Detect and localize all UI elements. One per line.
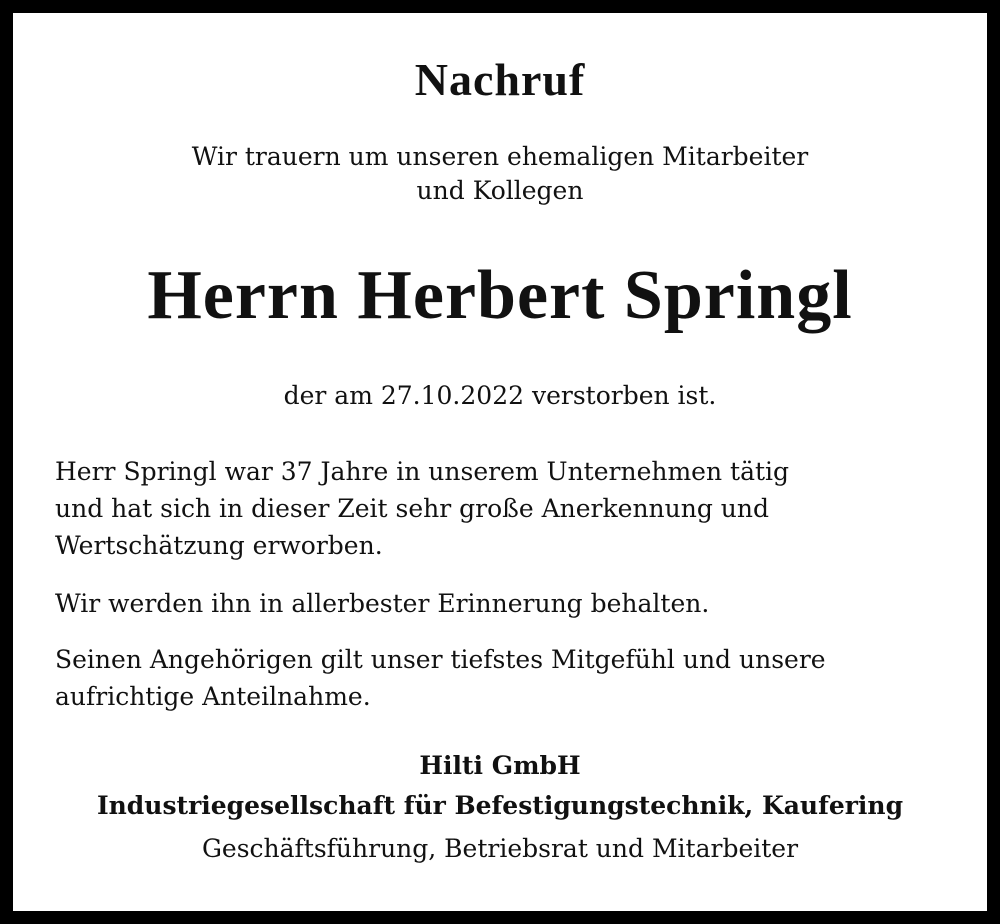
intro-line-1: Wir trauern um unseren ehemaligen Mitarbeiter [191, 142, 809, 171]
intro-line-2: und Kollegen [416, 176, 584, 205]
paragraph-line: aufrichtige Anteilnahme. [55, 682, 371, 711]
company-subtitle: Industriegesellschaft für Befestigungstechnik, Kaufering [96, 791, 904, 820]
paragraph-tenure [55, 453, 955, 564]
intro-text [0, 140, 1000, 208]
company-name: Hilti GmbH [419, 751, 581, 780]
paragraph-line: Wertschätzung erworben. [55, 531, 383, 560]
paragraph-remembrance: Wir werden ihn in allerbester Erinnerung behalten. [55, 589, 710, 618]
signers-line: Geschäftsführung, Betriebsrat und Mitarbeiter [201, 834, 799, 863]
death-date-line: der am 27.10.2022 verstorben ist. [283, 381, 717, 410]
paragraph-line: Herr Springl war 37 Jahre in unserem Unternehmen tätig [55, 457, 790, 486]
paragraph-line: Seinen Angehörigen gilt unser tiefstes Mitgefühl und unsere [55, 645, 826, 674]
deceased-name: Herrn Herbert Springl [147, 257, 853, 334]
paragraph-line: und hat sich in dieser Zeit sehr große Anerkennung und [55, 494, 770, 523]
notice-title: Nachruf [414, 54, 586, 105]
paragraph-condolences [55, 641, 955, 715]
